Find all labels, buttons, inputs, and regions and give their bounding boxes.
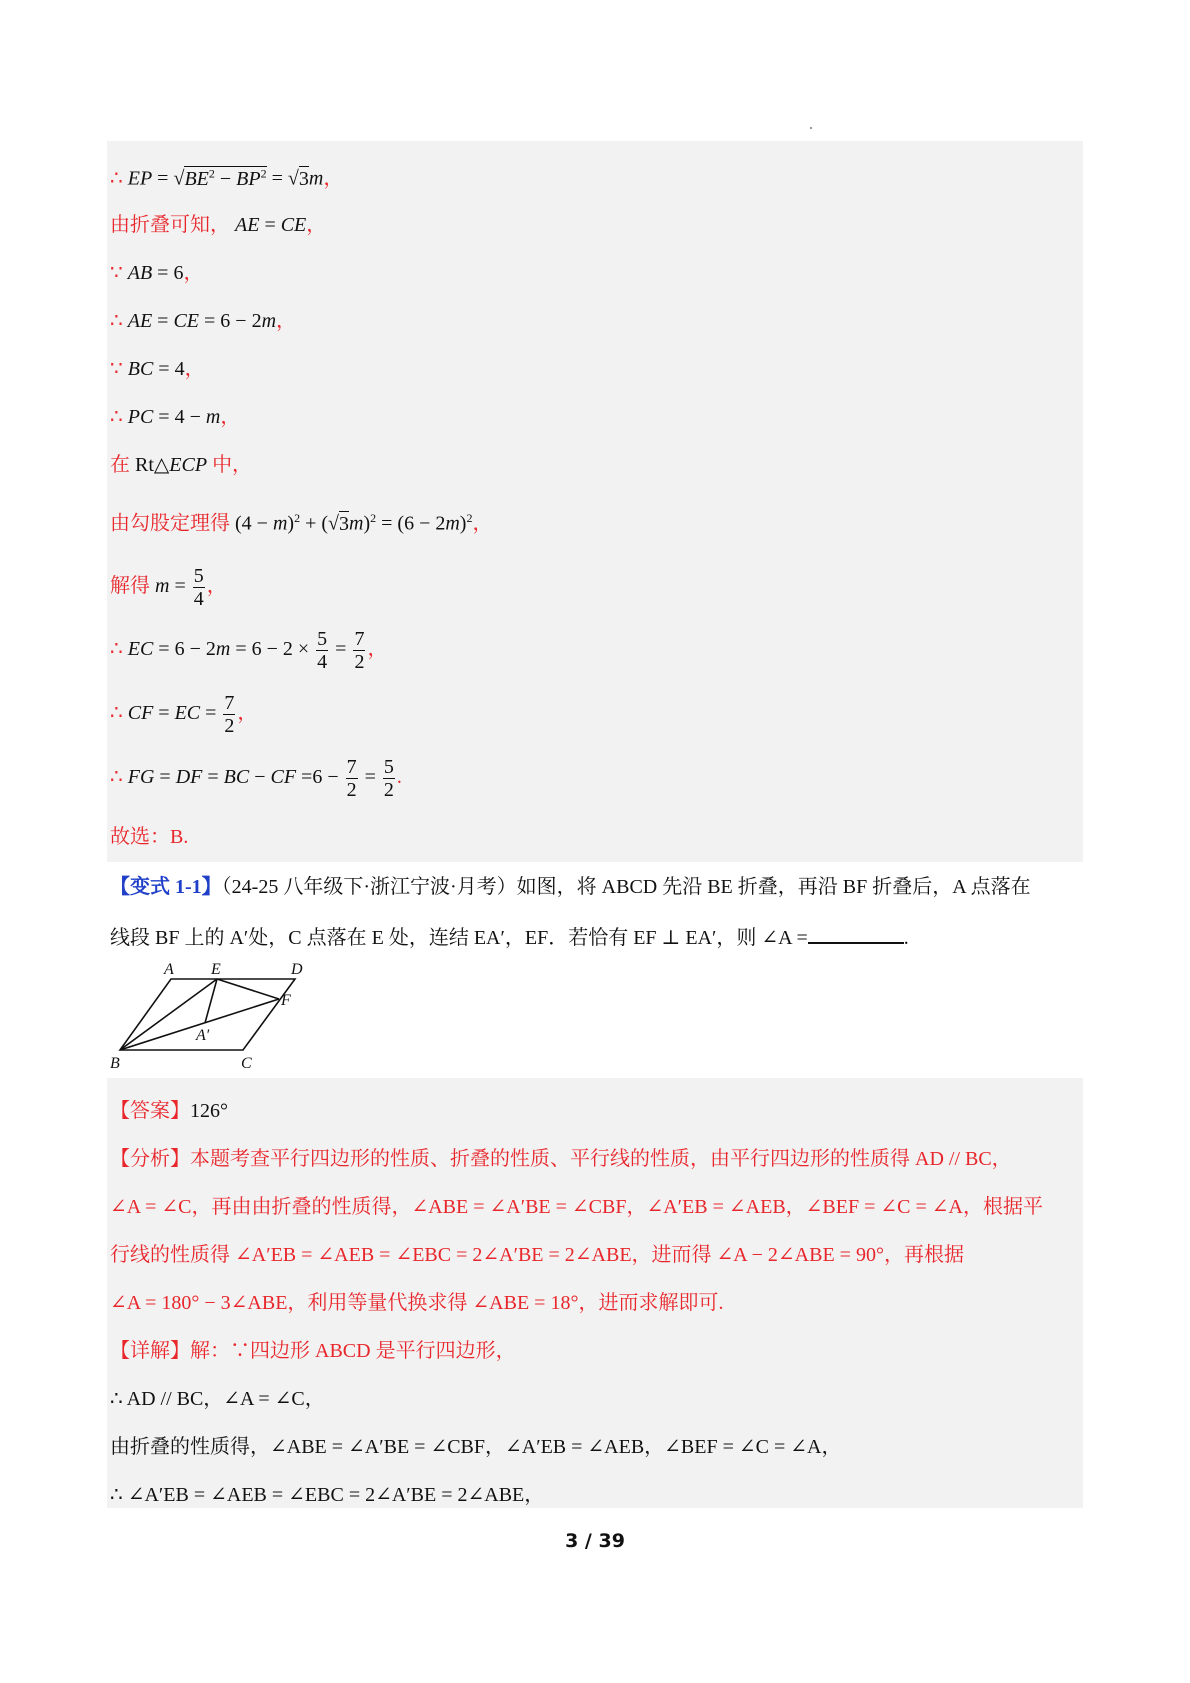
answer-value: 126° <box>190 1100 228 1122</box>
detail-line-1: 【详解】解：∵四边形 ABCD 是平行四边形， <box>110 1340 516 1362</box>
variant-question-line-2: 线段 BF 上的 A′处，C 点落在 E 处，连结 EA′，EF．若恰有 EF ⊥ EA′，则 ∠A = . <box>110 922 909 951</box>
label-f: F <box>281 992 291 1009</box>
analysis-line-1: 【分析】本题考查平行四边形的性质、折叠的性质、平行线的性质，由平行四边形的性质得 AD // BC， <box>110 1148 1012 1170</box>
parallelogram-diagram <box>100 955 320 1080</box>
solution-line-8: 由勾股定理得 $(4 - m)^2 + (√3m)^2 = (6 - 2m)^2$， <box>110 511 493 535</box>
solution-line-5: ∵ BC = 4， <box>110 358 205 380</box>
detail-line-4: ∴ ∠A′EB = ∠AEB = ∠EBC = 2∠A′BE = 2∠ABE， <box>110 1484 545 1506</box>
detail-tag: 【详解】 <box>110 1340 190 1362</box>
analysis-line-2: ∠A = ∠C，再由由折叠的性质得，∠ABE = ∠A′BE = ∠CBF，∠A′EB = ∠AEB，∠BEF = ∠C = ∠A，根据平 <box>110 1196 1043 1218</box>
label-d: D <box>291 961 303 978</box>
stray-dot <box>810 127 812 129</box>
variant-tag: 【变式 1-1】 <box>110 876 222 898</box>
solution-line-11: ∴ CF = EC = $\frac{7}{2}$ ， <box>110 692 258 737</box>
variant-text-2: 线段 BF 上的 A′处，C 点落在 E 处，连结 EA′，EF．若恰有 EF ⊥ EA′，则 ∠A = <box>110 927 808 949</box>
solution-line-1: ∴ EP = $√BE^2 - BP^2 = √3m$， <box>110 166 344 190</box>
solution-line-6: ∴ PC = 4 − m， <box>110 406 241 428</box>
detail-line-3: 由折叠的性质得，∠ABE = ∠A′BE = ∠CBF，∠A′EB = ∠AEB，∠BEF = ∠C = ∠A， <box>110 1436 842 1458</box>
analysis-tag: 【分析】 <box>110 1148 190 1170</box>
label-a-prime: A′ <box>196 1027 210 1044</box>
solution-box-prev <box>107 141 1083 862</box>
variant-text-1: 如图，将 ABCD 先沿 BE 折叠，再沿 BF 折叠后，A 点落在 <box>516 876 1031 898</box>
label-c: C <box>241 1055 252 1072</box>
detail-line-2: ∴ AD // BC，∠A = ∠C， <box>110 1388 325 1410</box>
solution-conclusion: 故选：B. <box>110 826 189 848</box>
analysis-line-4: ∠A = 180° − 3∠ABE，利用等量代换求得 ∠ABE = 18°，进而求解即可. <box>110 1292 724 1314</box>
analysis-line-3: 行线的性质得 ∠A′EB = ∠AEB = ∠EBC = 2∠A′BE = 2∠ABE，进而得 ∠A − 2∠ABE = 90°，再根据 <box>110 1244 964 1266</box>
label-a: A <box>164 961 174 978</box>
variant-question-line-1 <box>110 874 1031 900</box>
answer-blank <box>808 922 904 944</box>
answer-line <box>110 1098 228 1124</box>
variant-source: （24-25 八年级下·浙江宁波·月考） <box>221 876 517 898</box>
solution-line-12: ∴ FG = DF = BC − CF =6 − $\frac{7}{2}$ = $\frac{5}{2}$ . <box>110 756 402 801</box>
solution-line-4: ∴ AE = CE = 6 − 2m， <box>110 310 297 332</box>
label-b: B <box>110 1055 120 1072</box>
answer-tag: 【答案】 <box>110 1100 190 1122</box>
label-e: E <box>211 961 221 978</box>
page-number: 3 / 39 <box>565 1530 625 1552</box>
solution-line-10: ∴ EC = 6 − 2m = 6 − 2 × $\frac{5}{4}$ = $\frac{7}{2}$ ， <box>110 628 388 673</box>
solution-line-7: 在 Rt△ECP 中， <box>110 454 253 476</box>
solution-line-3: ∵ AB = 6， <box>110 262 204 284</box>
solution-line-2: 由折叠可知， AE = CE， <box>110 214 327 236</box>
solution-line-9: 解得 m = $\frac{5}{4}$ ， <box>110 565 227 610</box>
